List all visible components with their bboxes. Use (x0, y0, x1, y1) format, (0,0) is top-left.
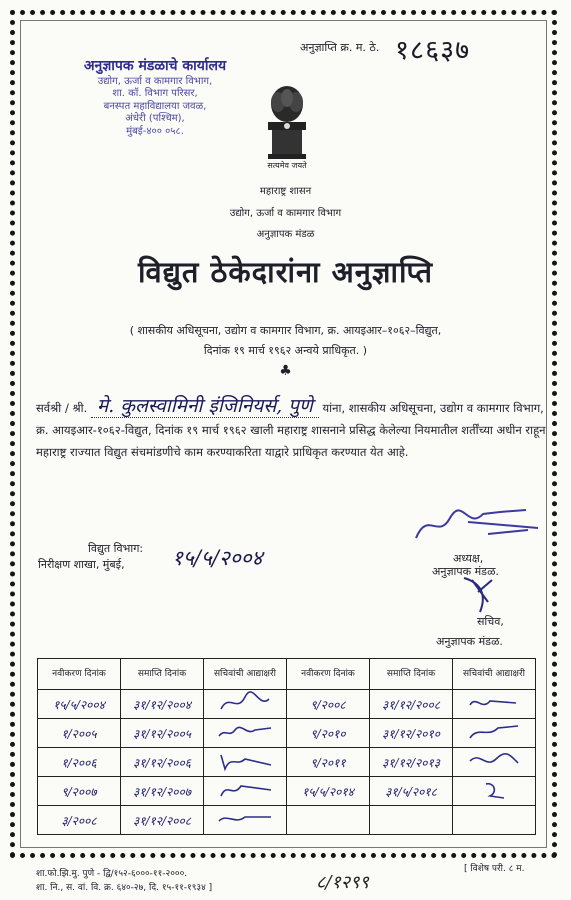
expiry-date-cell: ३१/१२/२०१० (370, 719, 453, 748)
board-heading: अनुज्ञापक मंडळ (256, 229, 315, 240)
expiry-date-cell (370, 806, 453, 835)
govt-heading: महाराष्ट्र शासन (259, 186, 312, 197)
license-body (36, 395, 551, 463)
board-label: अनुज्ञापक मंडळ. (436, 635, 503, 648)
initials-signature-cell (453, 748, 536, 777)
col-renewal-date: नवीकरण दिनांक (38, 659, 121, 690)
initials-signature-cell (204, 777, 287, 806)
serial-number: १८६३७ (395, 35, 471, 66)
renewal-date-cell: १५/५/२००४ (38, 690, 121, 719)
office-line: अंधेरी (पश्चिम), (125, 113, 185, 124)
initials-signature-cell (204, 748, 287, 777)
initials-signature-cell (453, 719, 536, 748)
govt-order-info: शा. नि., स. वां. वि. क्र. ६४०-२७, दि. १५-११-१९३४ ] (36, 883, 213, 893)
initials-signature-cell (204, 690, 287, 719)
certificate-title: विद्युत ठेकेदारांना अनुज्ञाप्ति (138, 255, 433, 289)
secretary-label: सचिव, (477, 615, 504, 628)
table-row (38, 777, 536, 806)
branch-label: निरीक्षण शाखा, मुंबई, (38, 558, 125, 571)
renewal-date-cell: ९/२०१० (287, 719, 370, 748)
col-secretary-initials: सचिवांची आद्याक्षरी (204, 659, 287, 690)
office-line: मुंबई-४०० ०५८. (126, 125, 184, 137)
initials-signature-cell (453, 777, 536, 806)
expiry-date-cell: ३१/१२/२००७ (121, 777, 204, 806)
renewal-date-cell: १/२००५ (38, 719, 121, 748)
renewal-table (37, 658, 536, 835)
renewal-date-cell: ९/२००७ (38, 777, 121, 806)
notification-line: दिनांक १९ मार्च १९६२ अन्वये प्राधिकृत. ) (203, 344, 368, 357)
initials-signature-cell (453, 690, 536, 719)
col-expiry-date: समाप्ति दिनांक (370, 659, 453, 690)
expiry-date-cell: ३१/१२/२००६ (121, 748, 204, 777)
handwritten-number: ८/१२९९ (316, 872, 369, 893)
expiry-date-cell: ३१/१२/२००८ (370, 690, 453, 719)
dept-heading: उद्योग, ऊर्जा व कामगार विभाग (229, 208, 342, 219)
office-address-stamp (40, 58, 270, 138)
initials-signature-cell (204, 719, 287, 748)
dept-label: विद्युत विभाग: (88, 542, 144, 555)
club-ornament-icon: ♣ (279, 363, 292, 379)
table-row (38, 719, 536, 748)
table-row (38, 690, 536, 719)
expiry-date-cell: ३१/१२/२०१३ (370, 748, 453, 777)
form-code: [ विशेष परी. ८ म. (464, 864, 525, 874)
licensee-suffix: यांना, (322, 401, 346, 415)
renewal-date-cell (287, 806, 370, 835)
table-header-row (38, 659, 536, 690)
renewal-date-cell: १/२००६ (38, 748, 121, 777)
renewal-date-cell: ९/२००८ (287, 690, 370, 719)
office-line: उद्योग, ऊर्जा व कामगार विभाग, (97, 75, 213, 87)
expiry-date-cell: ३१/१२/२००८ (121, 806, 204, 835)
col-renewal-date: नवीकरण दिनांक (287, 659, 370, 690)
initials-signature-cell (453, 806, 536, 835)
board-label: अनुज्ञापक मंडळ. (432, 565, 499, 578)
chairman-signature (408, 500, 548, 550)
expiry-date-cell: ३१/१२/२००४ (121, 690, 204, 719)
chairman-label: अध्यक्ष, (453, 552, 484, 565)
col-expiry-date: समाप्ति दिनांक (121, 659, 204, 690)
issue-date: १५/५/२००४ (172, 546, 263, 570)
table-row (38, 806, 536, 835)
licensee-name: मे. कुलस्वामिनी इंजिनियर्स, पुणे (91, 395, 319, 418)
ashoka-emblem-icon (258, 82, 316, 164)
office-title: अनुज्ञापक मंडळाचे कार्यालय (83, 58, 227, 74)
print-info: शा.फो.झि.मु. पुणे - द्वि/१५२-६०००-११-२०००. (36, 869, 188, 879)
table-row (38, 748, 536, 777)
office-line: बनस्पत महाविद्यालया जवळ, (103, 100, 207, 112)
expiry-date-cell: ३१/५/२०१८ (370, 777, 453, 806)
expiry-date-cell: ३१/१२/२००५ (121, 719, 204, 748)
serial-label: अनुज्ञाप्ति क्र. म. ठे. (300, 41, 380, 54)
renewal-date-cell: १५/५/२०१४ (287, 777, 370, 806)
col-secretary-initials: सचिवांची आद्याक्षरी (453, 659, 536, 690)
salutation: सर्वश्री / श्री. (36, 401, 88, 415)
office-line: शा. कॉ. विभाग परिसर, (112, 88, 198, 99)
license-text: शासकीय अधिसूचना, उद्योग व कामगार विभाग, क्र. आयइआर-१०६२-विद्युत, दिनांक १९ मार्च १९६२ खाली महाराष्ट्र शासनाने प्रसिद्ध केलेल्या नियमातील शर्तींच्या अधीन राहून महाराष्ट्र राज्यात विद्युत संचमांडणीचे काम करण्याकरिता याद्वारे प्राधिकृत करण्यात येत आहे. (36, 401, 546, 459)
notification-line: ( शासकीय अधिसूचना, उद्योग व कामगार विभाग, क्र. आयइआर–१०६२–विद्युत, (129, 324, 442, 337)
renewal-date-cell: ३/२००८ (38, 806, 121, 835)
emblem-motto: सत्यमेव जयते (267, 161, 307, 170)
renewal-date-cell: ९/२०११ (287, 748, 370, 777)
initials-signature-cell (204, 806, 287, 835)
